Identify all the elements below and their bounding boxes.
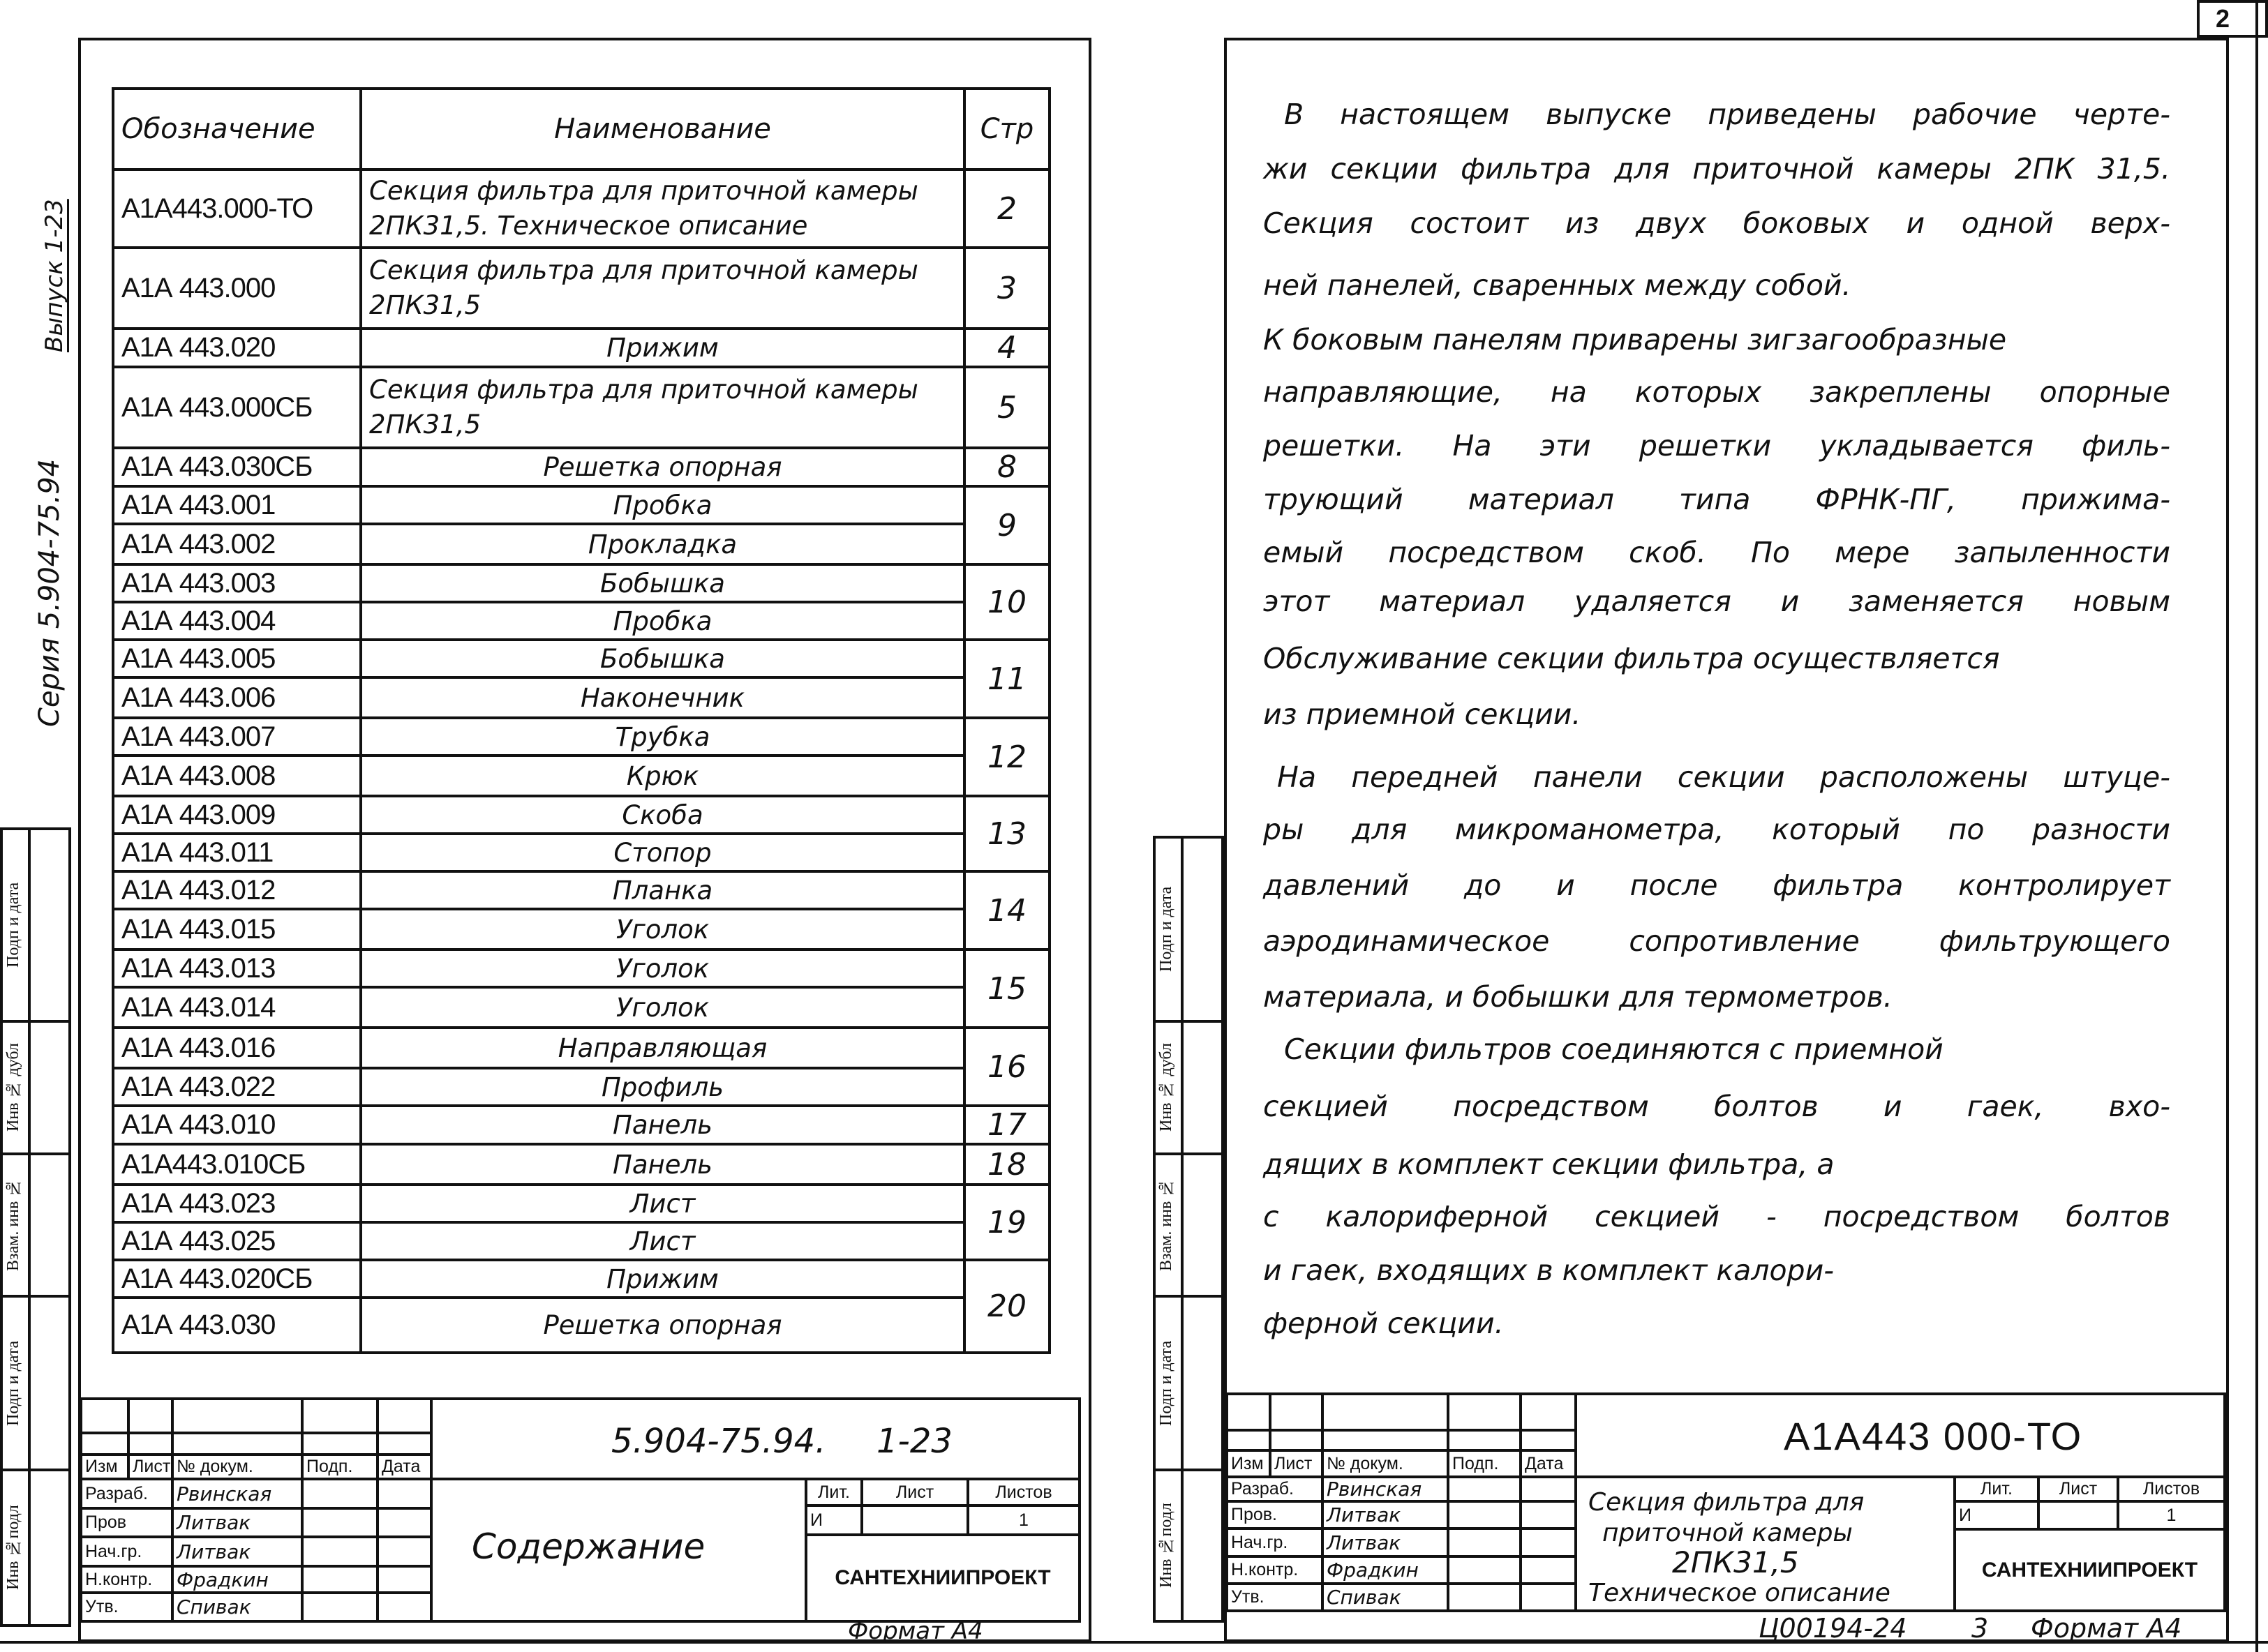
description-line: На передней панели секции расположены штуце-: [1277, 760, 2170, 794]
title-cell: [301, 1565, 379, 1594]
designation-cell: А1А 443.007: [113, 718, 361, 756]
designation-cell: А1А 443.030: [113, 1298, 361, 1353]
title-line: приточной камеры: [1602, 1519, 1853, 1547]
name-cell: Крюк: [361, 756, 964, 796]
stamp-label: Подп и дата: [4, 882, 22, 968]
title-cell: [1447, 1582, 1522, 1612]
title-cell: [171, 1397, 304, 1434]
name-cell: Скоба: [361, 796, 964, 834]
table-row: [113, 1260, 1050, 1298]
name-cell: Планка: [361, 871, 964, 909]
table-row: [113, 564, 1050, 602]
title-line: 2ПК31,5: [1672, 1545, 1799, 1579]
stamp-label: Инв №подл: [1157, 1503, 1175, 1589]
series-label: Серия 5.904-75.94: [33, 458, 66, 728]
sheet-header: Лист: [860, 1478, 969, 1507]
title-cell: [376, 1565, 433, 1594]
sheet-header: Лист: [2037, 1475, 2119, 1503]
page-cell: 15: [964, 949, 1050, 1028]
name-cell: Наконечник: [361, 677, 964, 718]
description-line: трующий материал типа ФРНК-ПГ, прижима-: [1263, 483, 2170, 516]
name-cell: Панель: [361, 1106, 964, 1144]
description-line: направляющие, на которых закреплены опорные: [1263, 375, 2170, 409]
page-cell: 16: [964, 1028, 1050, 1106]
stamp-label: Подп и дата: [4, 1340, 22, 1426]
stamp-value-cell: [28, 1152, 71, 1298]
table-row: [113, 1298, 1050, 1353]
title-cell: [1519, 1527, 1577, 1558]
designation-cell: А1А 443.020СБ: [113, 1260, 361, 1298]
column-header: Изм: [80, 1453, 130, 1480]
designation-cell: А1А 443.006: [113, 677, 361, 718]
role-label: Утв.: [80, 1591, 174, 1623]
stamp-label: Подп и дата: [1157, 886, 1175, 973]
name-cell: Лист: [361, 1222, 964, 1260]
title-cell: [1321, 1392, 1449, 1432]
stamp-value-cell: [1181, 1295, 1224, 1471]
stamp-value-cell: [1181, 1469, 1224, 1623]
description-line: В настоящем выпуске приведены рабочие черте-: [1284, 98, 2170, 131]
page-cell: 10: [964, 564, 1050, 640]
stamp-label: Инв № дубл: [1157, 1043, 1175, 1132]
description-line: жи секции фильтра для приточной камеры 2ПК 31,5.: [1263, 152, 2170, 186]
column-header: Лист: [127, 1453, 174, 1480]
title-cell: [1519, 1475, 1577, 1503]
lit-header: Лит.: [1953, 1475, 2040, 1503]
page-bottom-border: [0, 1641, 2268, 1644]
role-label: Нач.гр.: [80, 1535, 174, 1568]
stamp-value-cell: [28, 1469, 71, 1627]
designation-cell: А1А 443.015: [113, 909, 361, 949]
description-line: Секция состоит из двух боковых и одной верх-: [1263, 206, 2170, 240]
designation-cell: А1А 443.001: [113, 486, 361, 524]
title-cell: [1519, 1555, 1577, 1585]
designation-cell: А1А 443.022: [113, 1068, 361, 1106]
name-cell: Бобышка: [361, 640, 964, 677]
page-number: 2: [2216, 4, 2230, 33]
title-cell: [301, 1397, 379, 1434]
description-line: решетки. На эти решетки укладывается филь-: [1263, 429, 2170, 463]
sheets-header: Листов: [967, 1478, 1081, 1507]
title-cell: [127, 1432, 174, 1456]
lit-value: И: [805, 1504, 863, 1536]
title-cell: [1519, 1500, 1577, 1530]
stamp-value-cell: [28, 1020, 71, 1155]
title-cell: [80, 1397, 130, 1434]
header-name: Наименование: [361, 89, 964, 170]
title-cell: [127, 1397, 174, 1434]
title-cell: [376, 1478, 433, 1510]
name-cell: Пробка: [361, 486, 964, 524]
title-cell: [1225, 1392, 1271, 1432]
name-cell: Прокладка: [361, 524, 964, 564]
lit-value: И: [1953, 1500, 2040, 1531]
page-cell: 19: [964, 1185, 1050, 1260]
title-line: Секция фильтра для: [1588, 1488, 1865, 1517]
name-cell: Прижим: [361, 1260, 964, 1298]
contents-table: [112, 87, 1051, 1354]
header-designation: Обозначение: [113, 89, 361, 170]
organization: САНТЕХНИИПРОЕКТ: [1953, 1528, 2226, 1612]
description-line: аэродинамическое сопротивление фильтрующего: [1263, 924, 2170, 958]
title-cell: [376, 1507, 433, 1538]
table-row: [113, 718, 1050, 756]
name-cell: Трубка: [361, 718, 964, 756]
designation-cell: А1А 443.004: [113, 602, 361, 640]
column-header: Изм: [1225, 1449, 1271, 1478]
table-row: [113, 486, 1050, 524]
name-cell: Решетка опорная: [361, 1298, 964, 1353]
table-row: [113, 602, 1050, 640]
role-label: Разраб.: [1225, 1475, 1324, 1503]
name-cell: Уголок: [361, 987, 964, 1028]
person-name: Литвак: [171, 1535, 304, 1568]
designation-cell: А1А 443.003: [113, 564, 361, 602]
table-row: [113, 448, 1050, 486]
description-line: с калориферной секцией - посредством болтов: [1263, 1200, 2170, 1233]
column-header: Подп.: [301, 1453, 379, 1480]
title-cell: [1447, 1555, 1522, 1585]
table-row: [113, 1068, 1050, 1106]
person-name: Литвак: [1321, 1500, 1449, 1530]
stamp-value-cell: [28, 827, 71, 1023]
header-page: Стр: [964, 89, 1050, 170]
designation-cell: А1А 443.012: [113, 871, 361, 909]
left-format-label: Формат А4: [848, 1617, 983, 1645]
table-row: [113, 524, 1050, 564]
name-cell: Панель: [361, 1144, 964, 1185]
designation-cell: А1А 443.011: [113, 834, 361, 871]
page-cell: 2: [964, 170, 1050, 248]
name-cell: Решетка опорная: [361, 448, 964, 486]
name-cell: Секция фильтра для приточной камеры 2ПК31,5. Техническое описание: [361, 170, 964, 248]
designation-cell: А1А 443.005: [113, 640, 361, 677]
name-cell: Уголок: [361, 949, 964, 987]
person-name: Фрадкин: [1321, 1555, 1449, 1585]
page-right-border: [2255, 0, 2258, 1652]
column-header: № докум.: [171, 1453, 304, 1480]
title-cell: [1447, 1392, 1522, 1432]
designation-cell: А1А 443.000СБ: [113, 367, 361, 448]
table-row: [113, 796, 1050, 834]
description-line: емый посредством скоб. По мере запыленности: [1263, 536, 2170, 569]
document-title: Содержание: [472, 1526, 706, 1567]
sheet-value: [860, 1504, 969, 1536]
designation-cell: А1А 443.025: [113, 1222, 361, 1260]
title-cell: [376, 1591, 433, 1623]
description-line: ферной секции.: [1263, 1307, 1504, 1340]
stamp-label: Подп и дата: [1157, 1340, 1175, 1426]
designation-cell: А1А443.000-ТО: [113, 170, 361, 248]
column-header: Дата: [1519, 1449, 1577, 1478]
designation-cell: А1А 443.016: [113, 1028, 361, 1068]
column-header: № докум.: [1321, 1449, 1449, 1478]
table-row: [113, 834, 1050, 871]
title-cell: [1447, 1500, 1522, 1530]
page-cell: 8: [964, 448, 1050, 486]
sheet-number: 3: [1971, 1613, 1989, 1644]
table-row: [113, 987, 1050, 1028]
title-cell: [301, 1478, 379, 1510]
table-row: [113, 1222, 1050, 1260]
page-cell: 18: [964, 1144, 1050, 1185]
designation-cell: А1А 443.010: [113, 1106, 361, 1144]
role-label: Н.контр.: [1225, 1555, 1324, 1585]
stamp-label: Инв № дубл: [4, 1043, 22, 1132]
table-row: [113, 1144, 1050, 1185]
issue-label: Выпуск 1-23: [40, 199, 68, 352]
description-line: Секции фильтров соединяются с приемной: [1284, 1032, 1944, 1066]
description-line: К боковым панелям приварены зигзагообразные: [1263, 323, 2007, 356]
table-row: [113, 1028, 1050, 1068]
table-row: [113, 367, 1050, 448]
title-cell: [301, 1432, 379, 1456]
designation-cell: А1А 443.000: [113, 248, 361, 329]
name-cell: Секция фильтра для приточной камеры 2ПК31,5: [361, 248, 964, 329]
description-line: дящих в комплект секции фильтра, а: [1263, 1148, 1835, 1181]
sheets-header: Листов: [2117, 1475, 2226, 1503]
designation-cell: А1А 443.023: [113, 1185, 361, 1222]
title-cell: [376, 1432, 433, 1456]
title-cell: [1519, 1392, 1577, 1432]
table-row: [113, 640, 1050, 677]
person-name: Литвак: [1321, 1527, 1449, 1558]
description-line: Обслуживание секции фильтра осуществляется: [1263, 642, 2000, 675]
table-row: [113, 949, 1050, 987]
sheet-value: [2037, 1500, 2119, 1531]
issue-number: 1-23: [876, 1422, 953, 1461]
page-cell: 4: [964, 329, 1050, 367]
name-cell: Стопор: [361, 834, 964, 871]
name-cell: Бобышка: [361, 564, 964, 602]
title-cell: [1269, 1392, 1324, 1432]
column-header: Дата: [376, 1453, 433, 1480]
sheets-value: 1: [2117, 1500, 2226, 1531]
table-row: [113, 248, 1050, 329]
person-name: Рвинская: [1321, 1475, 1449, 1503]
description-line: ней панелей, сваренных между собой.: [1263, 269, 1851, 302]
description-line: давлений до и после фильтра контролирует: [1263, 869, 2170, 902]
table-row: [113, 677, 1050, 718]
stamp-value-cell: [1181, 836, 1224, 1023]
column-header: Лист: [1269, 1449, 1324, 1478]
designation-cell: А1А 443.002: [113, 524, 361, 564]
table-header-row: [113, 89, 1050, 170]
title-cell: [1447, 1527, 1522, 1558]
page-cell: 11: [964, 640, 1050, 718]
column-header: Подп.: [1447, 1449, 1522, 1478]
person-name: Рвинская: [171, 1478, 304, 1510]
role-label: Пров: [80, 1507, 174, 1538]
table-row: [113, 329, 1050, 367]
table-row: [113, 909, 1050, 949]
stamp-value-cell: [28, 1295, 71, 1471]
name-cell: Лист: [361, 1185, 964, 1222]
title-line: Техническое описание: [1588, 1579, 1890, 1607]
page-cell: 13: [964, 796, 1050, 871]
person-name: Спивак: [171, 1591, 304, 1623]
description-line: этот материал удаляется и заменяется новым: [1263, 585, 2170, 618]
page-cell: 17: [964, 1106, 1050, 1144]
page-cell: 14: [964, 871, 1050, 949]
role-label: Пров.: [1225, 1500, 1324, 1530]
stamp-value-cell: [1181, 1152, 1224, 1298]
right-format-label: Формат А4: [2031, 1613, 2182, 1644]
designation-cell: А1А 443.013: [113, 949, 361, 987]
table-row: [113, 871, 1050, 909]
designation-cell: А1А 443.014: [113, 987, 361, 1028]
document-code: А1А443 000-ТО: [1784, 1414, 2083, 1458]
table-row: [113, 170, 1050, 248]
person-name: Фрадкин: [171, 1565, 304, 1594]
role-label: Утв.: [1225, 1582, 1324, 1612]
page-cell: 9: [964, 486, 1050, 564]
stamp-value-cell: [1181, 1020, 1224, 1155]
person-name: Спивак: [1321, 1582, 1449, 1612]
lit-header: Лит.: [805, 1478, 863, 1507]
title-cell: [80, 1432, 130, 1456]
description-line: и гаек, входящих в комплект калори-: [1263, 1254, 1835, 1287]
title-cell: [1447, 1475, 1522, 1503]
role-label: Н.контр.: [80, 1565, 174, 1594]
table-row: [113, 1106, 1050, 1144]
archive-number: Ц00194-24: [1759, 1613, 1907, 1644]
table-row: [113, 1185, 1050, 1222]
name-cell: Прижим: [361, 329, 964, 367]
page-cell: 3: [964, 248, 1050, 329]
designation-cell: А1А 443.030СБ: [113, 448, 361, 486]
organization: САНТЕХНИИПРОЕКТ: [805, 1533, 1081, 1623]
sheets-value: 1: [967, 1504, 1081, 1536]
stamp-label: Взам. инв №: [1157, 1178, 1175, 1272]
stamp-label: Взам. инв №: [4, 1178, 22, 1272]
title-cell: [376, 1397, 433, 1434]
name-cell: Профиль: [361, 1068, 964, 1106]
title-cell: [301, 1507, 379, 1538]
stamp-label: Инв №подл: [4, 1505, 22, 1591]
description-line: материала, и бобышки для термометров.: [1263, 980, 1893, 1014]
document-code: 5.904-75.94.: [611, 1422, 826, 1461]
page-cell: 20: [964, 1260, 1050, 1353]
name-cell: Направляющая: [361, 1028, 964, 1068]
title-cell: [376, 1535, 433, 1568]
role-label: Разраб.: [80, 1478, 174, 1510]
role-label: Нач.гр.: [1225, 1527, 1324, 1558]
table-row: [113, 756, 1050, 796]
name-cell: Секция фильтра для приточной камеры 2ПК31,5: [361, 367, 964, 448]
page-cell: 12: [964, 718, 1050, 796]
name-cell: Пробка: [361, 602, 964, 640]
designation-cell: А1А 443.020: [113, 329, 361, 367]
designation-cell: А1А 443.009: [113, 796, 361, 834]
description-line: из приемной секции.: [1263, 698, 1581, 731]
name-cell: Уголок: [361, 909, 964, 949]
title-cell: [171, 1432, 304, 1456]
description-line: секцией посредством болтов и гаек, вхо-: [1263, 1090, 2170, 1123]
designation-cell: А1А443.010СБ: [113, 1144, 361, 1185]
title-cell: [301, 1535, 379, 1568]
page-cell: 5: [964, 367, 1050, 448]
person-name: Литвак: [171, 1507, 304, 1538]
description-line: ры для микроманометра, который по разности: [1263, 813, 2170, 846]
designation-cell: А1А 443.008: [113, 756, 361, 796]
title-cell: [301, 1591, 379, 1623]
title-cell: [1519, 1582, 1577, 1612]
